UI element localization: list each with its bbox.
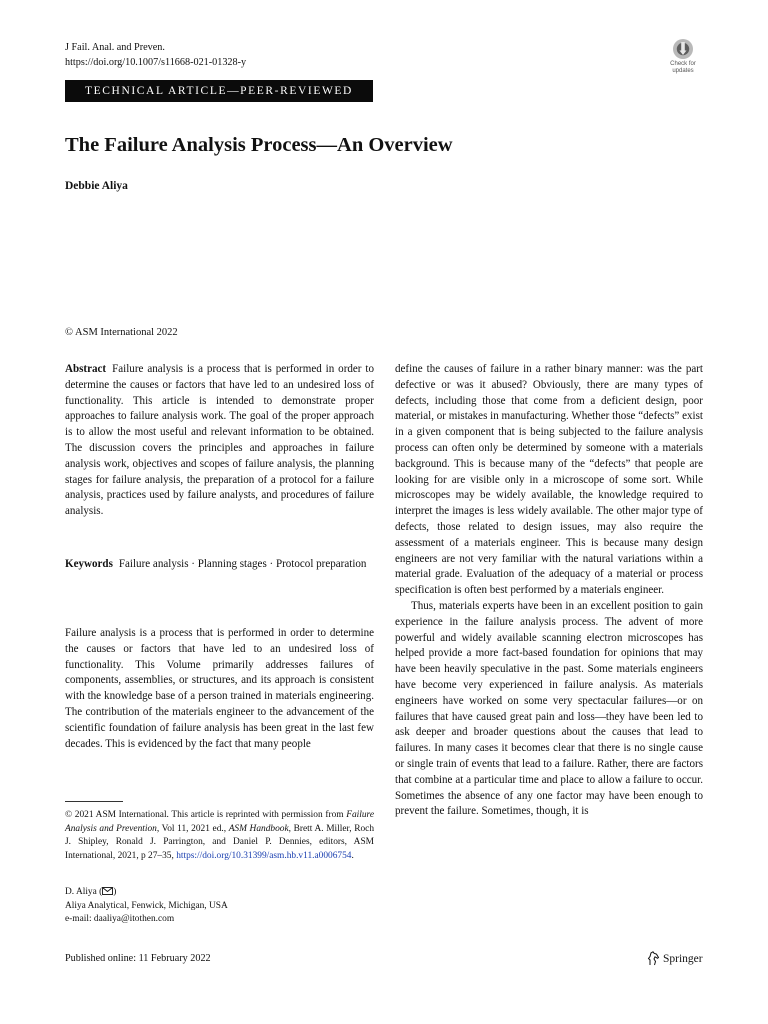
envelope-icon[interactable] xyxy=(102,887,113,895)
footnote-handbook: ASM Handbook xyxy=(228,823,289,834)
check-for-updates-badge[interactable] xyxy=(665,38,701,74)
article-author: Debbie Aliya xyxy=(65,180,128,192)
affiliation-org: Aliya Analytical, Fenwick, Michigan, USA xyxy=(65,900,228,911)
article-doi[interactable]: https://doi.org/10.1007/s11668-021-01328-y xyxy=(65,56,247,68)
affiliation-email[interactable]: e-mail: daaliya@itothen.com xyxy=(65,914,175,925)
keywords-label: Keywords xyxy=(65,558,113,570)
article-type-banner: TECHNICAL ARTICLE—PEER-REVIEWED xyxy=(65,80,373,102)
journal-name: J Fail. Anal. and Preven. xyxy=(65,42,165,53)
copyright-line: © ASM International 2022 xyxy=(65,327,178,338)
body-paragraph-1: define the causes of failure in a rather binary manner: was the part defective or was it abused? Obviously, there are many types of defects, including those that come from a deficient design, poor material, or mistakes in manufacturing. Whether those “defects” exist in a given component that is being subjected to the failure analysis process can often only be determined by someone with a materials background. This is because many of the “defects” that people are looking for are visible only in a microscope of some sort. While microscopes may be widely available, the knowledge required to interpret the images is less widely available. The other major type of defects, those related to design issues, may also require the assessment of a materials engineer. This is because many design engineers are not very familiar with the natural variations within a material grade. Evaluation of the adequacy of a material or process specification is often best performed by a materials engineer. xyxy=(395,363,703,597)
abstract-section xyxy=(65,362,374,520)
publisher-logo xyxy=(647,951,703,966)
published-date: Published online: 11 February 2022 xyxy=(65,953,211,964)
footnote-divider xyxy=(65,801,123,802)
reprint-footnote xyxy=(65,809,374,863)
abstract-text: Failure analysis is a process that is performed in order to determine the causes or factors that have led to an undesired loss of functionality. This article is intended to demonstrate proper approaches to failure analysis work. The goal of the proper approach is to allow the most useful and relevant information to be obtained. The discussion covers the principles and approaches in failure analysis work, objectives and scopes of failure analysis, the planning stages for failure analysis, the preparation of a protocol for a failure analysis, practices used by failure analysts, and procedures of failure analysis. xyxy=(65,363,374,518)
affiliation-name-end: ) xyxy=(113,887,117,897)
intro-paragraph xyxy=(65,626,374,752)
keywords-text: Failure analysis · Planning stages · Protocol preparation xyxy=(118,558,367,570)
check-for-updates-icon xyxy=(672,38,694,60)
footnote-text-d: . xyxy=(351,850,354,861)
springer-horse-icon xyxy=(647,951,660,966)
check-label-line2: updates xyxy=(672,67,694,74)
footnote-text-b: , Vol 11, 2021 ed., xyxy=(156,823,229,834)
journal-header xyxy=(65,41,246,70)
check-label-line1: Check for xyxy=(670,61,696,67)
affiliation-name: D. Aliya ( xyxy=(65,887,103,897)
abstract-label: Abstract xyxy=(65,363,107,375)
article-title: The Failure Analysis Process—An Overview xyxy=(65,134,453,156)
footnote-journal: Failure Analysis and Prevention xyxy=(65,810,374,834)
check-for-updates-label xyxy=(665,61,701,74)
footnote-text-c: , Brett A. Miller, Roch J. Shipley, Ronald J. Parrington, and Daniel P. Dennies, editors, ASM International, 2021, p 27–35, xyxy=(65,823,375,861)
footnote-doi-link[interactable]: https://doi.org/10.31399/asm.hb.v11.a0006754 xyxy=(176,850,352,861)
publisher-name: Springer xyxy=(663,952,703,965)
body-paragraph-2: Thus, materials experts have been in an excellent position to gain experience in the failure analysis process. The advent of more powerful and widely available scanning electron microscopes has helped provide a more fact-based foundation for opinions that may have been heavily speculative in the past. Some materials engineers have become very experienced in failure analysis. As materials engineers have worked on some very spectacular failures—or on failures that have caused great pain and loss—they have been led to ask deeper and broader questions about the causes that lead to failures. In many cases it becomes clear that there is no single cause or single train of events that lead to a failure. Rather, there are factors that combine at a particular time and place to allow a failure to occur. Sometimes the absence of any one factor may have been enough to prevent the failure. Sometimes, though, it is xyxy=(395,599,703,818)
keywords-section xyxy=(65,557,374,573)
author-affiliation xyxy=(65,886,228,927)
right-column xyxy=(395,362,703,820)
intro-text: Failure analysis is a process that is performed in order to determine the causes or factors that have led to an undesired loss of functionality. This Volume primarily addresses failures of components, assemblies, or structures, and its approach is consistent with the knowledge base of a person trained in materials engineering. The contribution of the materials engineer to the advancement of the scientific foundation of failure analysis has been great in the last few decades. This is evidenced by the fact that many people xyxy=(65,627,374,750)
footnote-text-a: © 2021 ASM International. This article is reprinted with permission from xyxy=(65,810,347,820)
